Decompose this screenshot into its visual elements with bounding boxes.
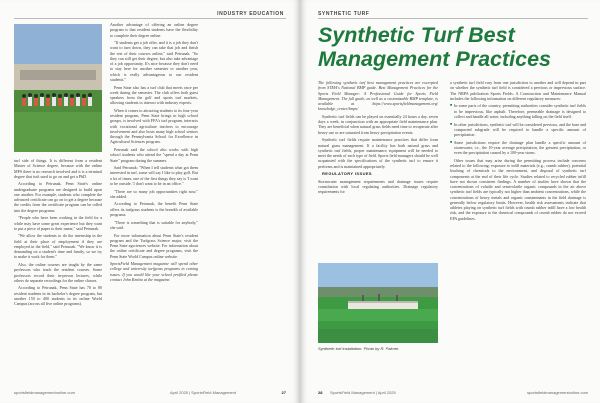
footer-website: sportsfieldmanagementonline.com: [14, 390, 75, 395]
paragraph: "If students get a job offer, and it is a job they don't want to turn down, they can take that job and finish the rest of their courses online," said Petrunak. "So they can still get their degree, but also take advantage of a job opportunity. It's nice because they don't need to stay here for another semester or another year, which is really advantageous to our resident students.": [110, 40, 198, 82]
paragraph: turf side of things. It is different from a resident Master of Science degree, because with the online MPS there is no research involved and it is a terminal degree that isn't used to go on and get a PhD.: [14, 158, 102, 179]
paragraph: When it comes to attracting students to its four-year resident program, Penn State brings in high school groups, is involved with FFA's turf program, interacts with vocational agriculture teachers to encourage involvement and also hosts many high school seniors through the Pennsylvania School for Excellence in Agricultural Sciences program.: [110, 107, 198, 145]
paragraph: Penn State also has a turf club that meets once per week during the semester. The club offers both guest speakers from the golf and sports turf markets, allowing students to interact with industry experts.: [110, 84, 198, 106]
footer-issue: SportsField Management | April 2025: [330, 390, 396, 395]
right-column-2: [450, 80, 586, 223]
paragraph: According to Petrunak, Penn State's online undergraduate programs are designed to build upon one another. For example, students who complete the advanced certificate can go on to get a degree because the credits from the certificate program can be rolled into the degree programs.: [14, 181, 102, 213]
paragraph: Other issues that may arise during the permitting process include concerns related to the following: exposure to infill materials (e.g., crumb rubber), potential leaching of chemicals to the environment, and disposal of synthetic turf components at the end of their life cycle. Studies related to recycled rubber infill have not shown consistent findings. A number of studies have shown that the concentrations of volatile and semivolatile organic compounds in the air above synthetic turf fields are typically not higher than ambient concentrations, while the concentrations of heavy metals and organic contaminants in the field drainage is generally below regulatory limits. However, health risk assessments indicate that athletes playing on synthetic turf fields with crumb rubber infill have a low health risk, and the exposure to the chemical compounds of crumb rubber do not exceed EPA guidelines.: [450, 157, 586, 221]
bullet-item: ■ In other jurisdictions, synthetic turf will be considered pervious, and the base and compacted subgrade will be required to handle a specific amount of precipitation.: [450, 122, 586, 138]
group-photo: [14, 24, 102, 152]
turf-installation-illustration: [318, 263, 438, 343]
paragraph: "People who have been working in the field for a while may have some great experience but they want to put a piece of paper to their name," said Petrunak.: [14, 215, 102, 231]
intro-paragraph: The following synthetic turf best management practices are excerpted from STMA's National BMP guide. Best Management Practices for the Sports Field Manager: A Professional Guide for Sports Field Management. The full guide, as well as a customizable BMP template, is available at https://www.sportsfieldmanagement.org/ knowledge_center/bmps/: [318, 80, 438, 112]
paragraph: "There is something that is suitable for anybody," she said.: [110, 219, 198, 230]
paragraph: Also, the online courses are taught by the same professors who teach the resident courses. Some professors record their in-person lectures, while others do separate recordings for the online classes.: [14, 262, 102, 283]
subhead: REGULATORY ISSUES: [322, 171, 372, 177]
footer-issue: April 2025 | SportsField Management: [170, 390, 236, 395]
paragraph: a synthetic turf field vary from one jurisdiction to another and will depend in part on whether the synthetic turf field is considered a pervious or impervious surface. The NRPA publication Sports Fields: A Construction and Maintenance Manual includes the following information on different regulatory measures:: [450, 80, 586, 101]
paragraph: Synthetic turf fields can be played on essentially 24 hours a day, seven days a week, in conjunction with an appropriate field maintenance plan. They are beneficial when natural grass fields need time to recuperate after heavy use or are saturated from heavy precipitation events.: [318, 113, 438, 135]
footer-website: sportsfieldmanagementonline.com: [527, 390, 588, 395]
group-photo-illustration: [14, 24, 102, 152]
right-page: [300, 0, 600, 403]
paragraph: Another advantage of offering an online degree program is that resident students have the flexibility to complete their degree online.: [110, 22, 198, 38]
paragraph: Synthetic turf fields require maintenance practices that differ from natural grass management. If a facility has both natural grass and synthetic turf fields, proper maintenance equipment will be needed to meet the needs of each type of field. Sports field managers should be well acquainted with the specifications of the synthetic turf to ensure it performs and is maintained appropriately.: [318, 137, 438, 169]
paragraph: According to Petrunak, Penn State has 70 to 80 resident students in its bachelor's degree program, but another 150 to 400 students in its online World Campus (across all five online programs).: [14, 285, 102, 307]
paragraph: "We allow the students to do the internship in the field at their place of employment if they are employed in the field," said Petrunak. "We know it is demanding on a student's time and family, so we try to make it work for them.": [14, 233, 102, 260]
article-title: Synthetic Turf Best Management Practices: [318, 23, 552, 71]
paragraph: For more information about Penn State's resident program and the Turfgrass Science major, visit the Penn State agsciences website. For information about the online certificate and degree programs, visit the Penn State World Campus online website.: [110, 232, 198, 259]
paragraph: According to Petrunak, the benefit Penn State offers its turfgrass students is the breadth of available programs.: [110, 201, 198, 217]
right-column-1: [318, 80, 438, 197]
section-label: INDUSTRY EDUCATION: [217, 11, 284, 17]
section-label: SYNTHETIC TURF: [318, 11, 370, 17]
paragraph: Stormwater management requirements and drainage issues require consultation with local regulating authorities. Drainage regulatory requirements for: [318, 178, 438, 195]
bullet-item: ■ In some parts of the country, permitting authorities consider synthetic turf fields to be impervious, like asphalt. Therefore, permeable drainage is designed to collect and handle all water, including anything falling on the field itself.: [450, 103, 586, 119]
header-rule: [14, 18, 286, 19]
photo-caption: Synthetic turf installation. Photo by R. Palmer.: [318, 346, 400, 351]
paragraph: Petrunak said the school also works with high school students who attend the "spend a day at Penn State" program during the summer.: [110, 147, 198, 163]
left-column-1: [14, 158, 102, 309]
paragraph: SportsField Management magazine will spend other college and university turfgrass programs in coming issues. If you would like your school profiled please contact John Kmitta at the magazine.: [110, 261, 198, 282]
paragraph: Said Petrunak: "When I tell students what got them interested in turf, some will say I like to play golf. But a lot of times, one of the first things they say is 'I want to be outside.' I don't want to be in an office.": [110, 165, 199, 186]
page-number: 28: [318, 390, 323, 395]
page-number: 27: [281, 390, 286, 395]
bullet-item: ■ Some jurisdictions require the drainage plan handle a specific amount of stormwater, i.e., the 10-year average precipitation, the greatest precipitation, or even the precipitation caused by a 100-year storm.: [450, 140, 586, 156]
header-rule: [318, 18, 588, 19]
turf-installation-photo: [318, 263, 438, 343]
paragraph: "There are so many job opportunities right now," she added.: [110, 188, 198, 199]
